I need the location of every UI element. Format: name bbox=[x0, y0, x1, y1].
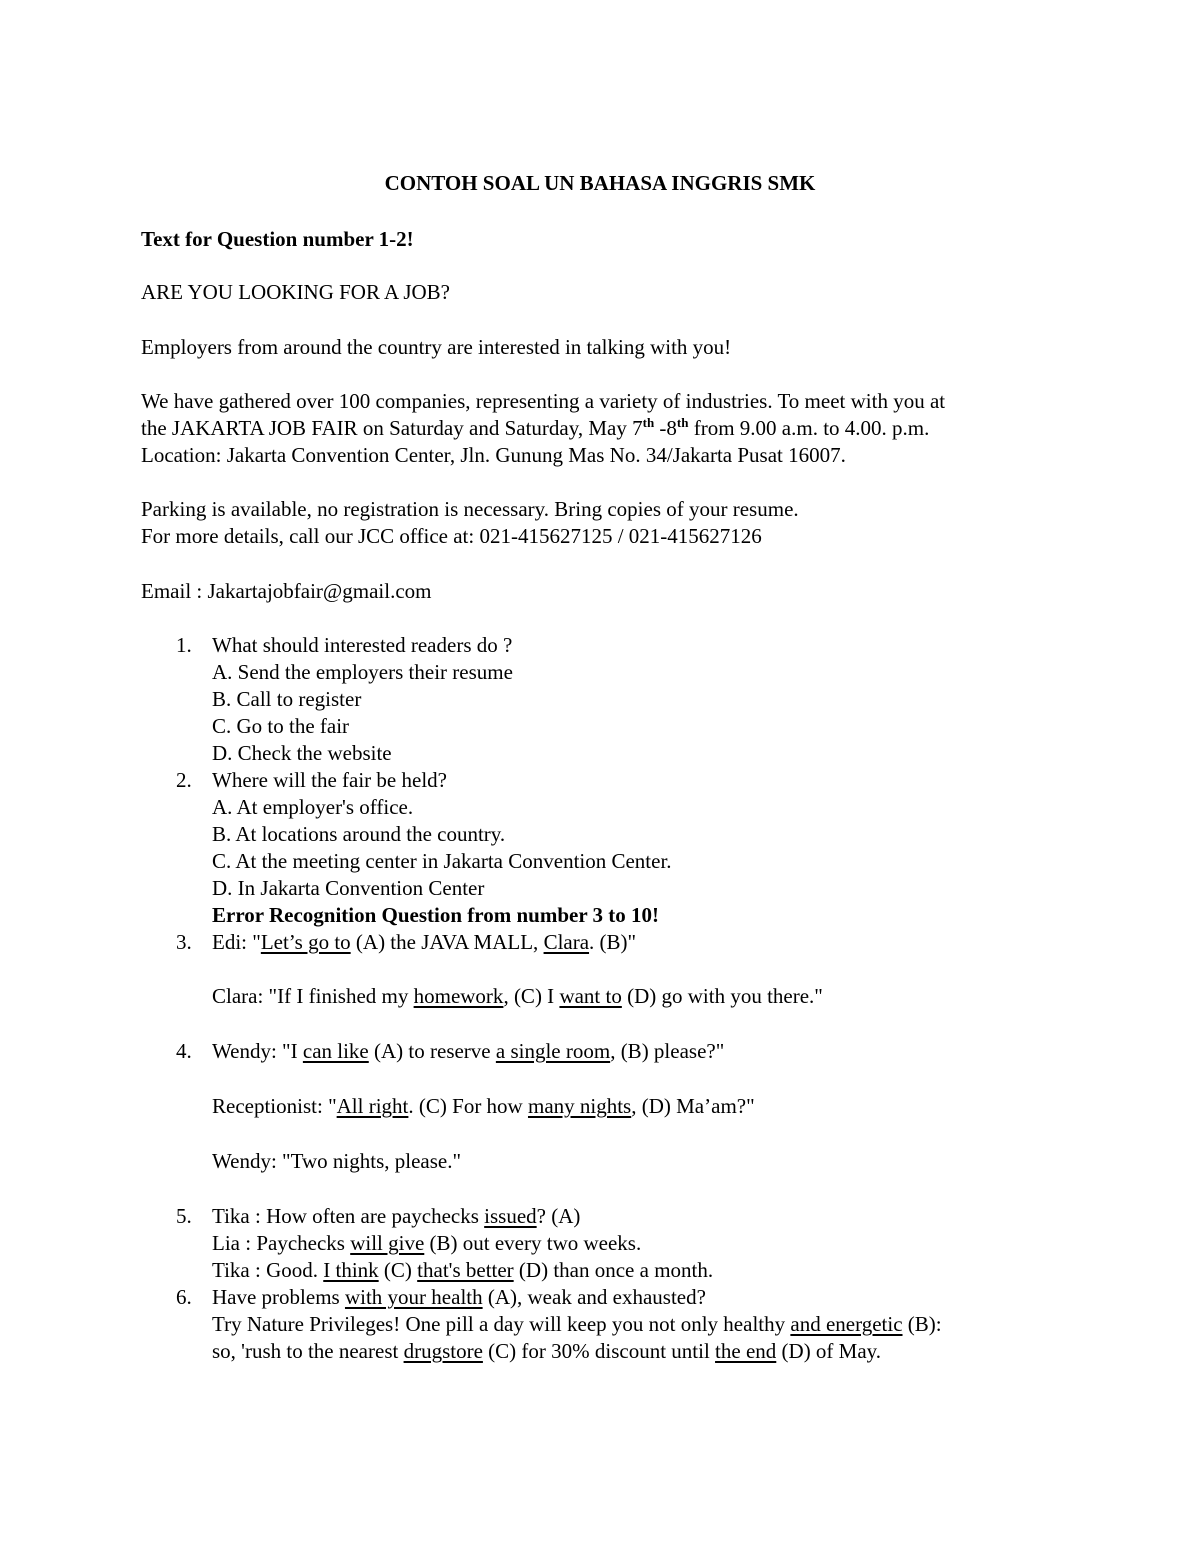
question-number: 3. bbox=[176, 930, 192, 954]
dialogue-text: Wendy: "I bbox=[212, 1039, 303, 1063]
question-number: 6. bbox=[176, 1285, 192, 1309]
ad-body-text: the JAKARTA JOB FAIR on Saturday and Saturday, May 7 bbox=[141, 416, 643, 440]
underlined-option: want to bbox=[559, 984, 622, 1008]
ad-body-line-2 bbox=[141, 415, 929, 442]
ad-body-text: from 9.00 a.m. to 4.00. p.m. bbox=[688, 416, 930, 440]
underlined-option: Let’s go to bbox=[260, 930, 351, 954]
question-2-option-d: D. In Jakarta Convention Center bbox=[212, 876, 485, 900]
question-3-line-1 bbox=[212, 929, 636, 956]
dialogue-text: Edi: " bbox=[212, 930, 261, 954]
ad-email: Email : Jakartajobfair@gmail.com bbox=[141, 579, 432, 603]
question-1-option-a: A. Send the employers their resume bbox=[212, 660, 513, 684]
question-2-text: Where will the fair be held? bbox=[212, 768, 447, 792]
question-5-line-2 bbox=[212, 1230, 641, 1257]
question-1-text: What should interested readers do ? bbox=[212, 633, 513, 657]
question-5-line-1 bbox=[212, 1203, 580, 1230]
dialogue-text: (D) go with you there." bbox=[621, 984, 823, 1008]
dialogue-text: , (C) I bbox=[503, 984, 560, 1008]
question-6-line-3 bbox=[212, 1338, 881, 1365]
dialogue-text: Clara: "If I finished my bbox=[212, 984, 414, 1008]
dialogue-text: (A) the JAVA MALL, bbox=[350, 930, 544, 954]
dialogue-text: ? (A) bbox=[536, 1204, 581, 1228]
ad-location: Location: Jakarta Convention Center, Jln. Gunung Mas No. 34/Jakarta Pusat 16007. bbox=[141, 443, 846, 467]
ad-body-line-1: We have gathered over 100 companies, representing a variety of industries. To meet with you at bbox=[141, 389, 946, 413]
ad-text: (B): bbox=[902, 1312, 942, 1336]
underlined-option: a single room bbox=[495, 1039, 611, 1063]
dialogue-text: . (B)" bbox=[589, 930, 637, 954]
question-number: 4. bbox=[176, 1039, 192, 1063]
question-number: 1. bbox=[176, 633, 192, 657]
question-number: 2. bbox=[176, 768, 192, 792]
underlined-option: with your health bbox=[344, 1285, 483, 1309]
question-1-option-c: C. Go to the fair bbox=[212, 714, 350, 738]
question-number: 5. bbox=[176, 1204, 192, 1228]
underlined-option: All right bbox=[336, 1094, 409, 1118]
dialogue-text: , (B) please?" bbox=[610, 1039, 725, 1063]
ordinal-suffix: th bbox=[642, 415, 655, 430]
ad-text: Try Nature Privileges! One pill a day will keep you not only healthy bbox=[212, 1312, 791, 1336]
underlined-option: Clara bbox=[543, 930, 590, 954]
section-heading: Text for Question number 1-2! bbox=[141, 227, 414, 251]
underlined-option: and energetic bbox=[790, 1312, 903, 1336]
question-4-line-3: Wendy: "Two nights, please." bbox=[212, 1149, 462, 1173]
underlined-option: many nights bbox=[527, 1094, 632, 1118]
underlined-option: will give bbox=[350, 1231, 425, 1255]
ad-details: For more details, call our JCC office at: 021-415627125 / 021-415627126 bbox=[141, 524, 762, 548]
underlined-option: issued bbox=[484, 1204, 537, 1228]
question-2-option-b: B. At locations around the country. bbox=[212, 822, 506, 846]
question-1-option-d: D. Check the website bbox=[212, 741, 392, 765]
dialogue-text: (C) bbox=[378, 1258, 418, 1282]
underlined-option: the end bbox=[715, 1339, 777, 1363]
ad-text: (D) of May. bbox=[776, 1339, 882, 1363]
ad-parking: Parking is available, no registration is necessary. Bring copies of your resume. bbox=[141, 497, 799, 521]
error-recognition-heading: Error Recognition Question from number 3 to 10! bbox=[212, 903, 660, 927]
question-4-line-2 bbox=[212, 1093, 755, 1120]
dialogue-text: Receptionist: " bbox=[212, 1094, 337, 1118]
question-1-option-b: B. Call to register bbox=[212, 687, 362, 711]
underlined-option: I think bbox=[323, 1258, 379, 1282]
question-2-option-a: A. At employer's office. bbox=[212, 795, 414, 819]
dialogue-text: (B) out every two weeks. bbox=[424, 1231, 642, 1255]
question-2-option-c: C. At the meeting center in Jakarta Convention Center. bbox=[212, 849, 672, 873]
dialogue-text: Tika : How often are paychecks bbox=[212, 1204, 485, 1228]
question-6-line-1 bbox=[212, 1284, 706, 1311]
question-5-line-3 bbox=[212, 1257, 713, 1284]
underlined-option: homework bbox=[413, 984, 504, 1008]
dialogue-text: . (C) For how bbox=[408, 1094, 528, 1118]
ad-text: so, 'rush to the nearest bbox=[212, 1339, 404, 1363]
ad-text: (A), weak and exhausted? bbox=[482, 1285, 706, 1309]
ordinal-suffix: th bbox=[676, 415, 689, 430]
ad-text: (C) for 30% discount until bbox=[482, 1339, 716, 1363]
dialogue-text: (D) than once a month. bbox=[513, 1258, 714, 1282]
question-4-line-1 bbox=[212, 1038, 724, 1065]
question-3-line-2 bbox=[212, 983, 823, 1010]
underlined-option: drugstore bbox=[403, 1339, 483, 1363]
ad-text: Have problems bbox=[212, 1285, 345, 1309]
ad-intro: Employers from around the country are interested in talking with you! bbox=[141, 335, 732, 359]
dialogue-text: (A) to reserve bbox=[368, 1039, 496, 1063]
dialogue-text: , (D) Ma’am?" bbox=[631, 1094, 755, 1118]
dialogue-text: Lia : Paychecks bbox=[212, 1231, 351, 1255]
ad-headline: ARE YOU LOOKING FOR A JOB? bbox=[141, 280, 450, 304]
underlined-option: that's better bbox=[417, 1258, 514, 1282]
document-title: CONTOH SOAL UN BAHASA INGGRIS SMK bbox=[384, 171, 816, 195]
dialogue-text: Tika : Good. bbox=[212, 1258, 324, 1282]
question-6-line-2 bbox=[212, 1311, 942, 1338]
ad-body-text: -8 bbox=[654, 416, 677, 440]
underlined-option: can like bbox=[302, 1039, 369, 1063]
